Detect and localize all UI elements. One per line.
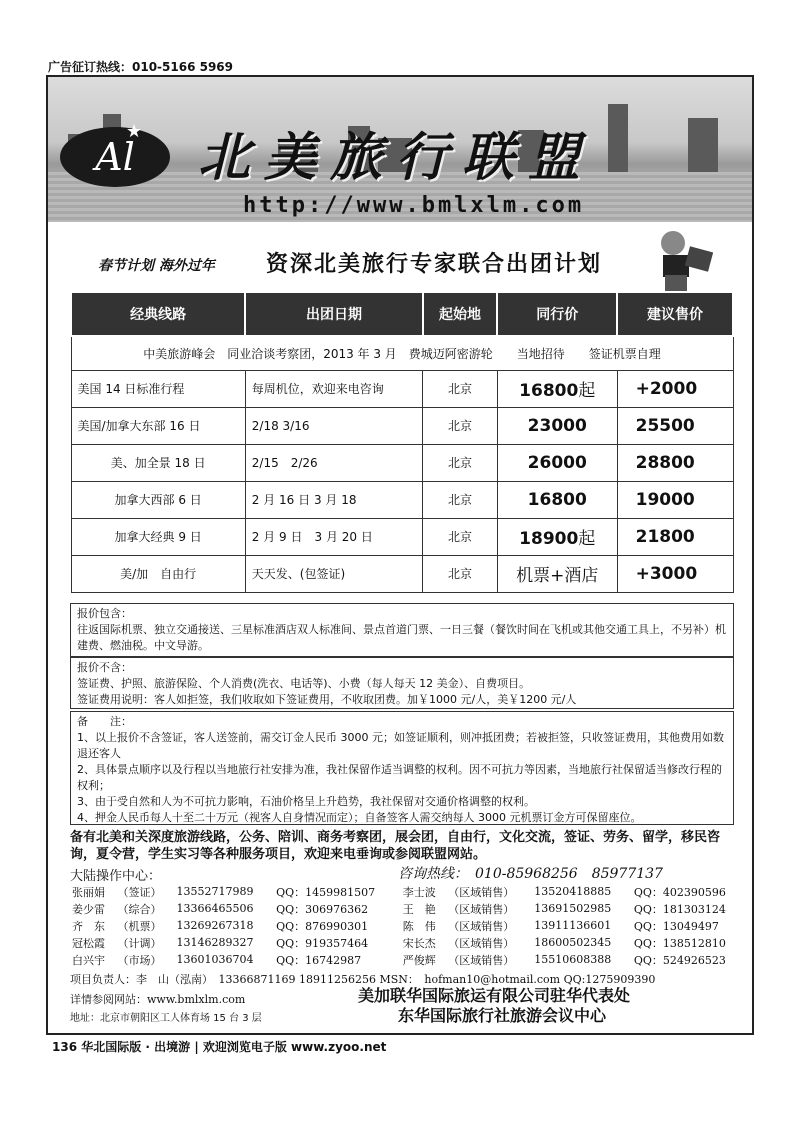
contact-cell: （区域销售）: [448, 885, 515, 899]
from: 北京: [423, 518, 498, 555]
table-row: [70, 900, 750, 917]
from: 北京: [423, 370, 498, 407]
office-name-2: 东华国际旅行社旅游会议中心: [398, 1006, 607, 1025]
office-name-1: 美加联华国际旅运有限公司驻华代表处: [358, 986, 631, 1005]
contact-cell: QQ：181303124: [633, 902, 726, 916]
excludes-line1: 签证费、护照、旅游保险、个人消费(洗衣、电话等)、小费（每人每天 12 美金）、自费项目。: [77, 677, 531, 690]
brand-url: http://www.bmlxlm.com: [243, 193, 585, 218]
project-lead: 项目负责人：李 山（泓南） 13366871169 18911256256 MSN： hofman10@hotmail.com QQ:1275909390: [70, 973, 656, 986]
price: 机票+酒店: [497, 555, 617, 592]
price: 16800起: [497, 370, 617, 407]
contact-cell: （计调）: [117, 936, 162, 950]
lantern-decoration-icon: [643, 225, 723, 295]
contact-cell: QQ：306976362: [276, 902, 369, 916]
from: 北京: [423, 444, 498, 481]
excludes-line2: 签证费用说明：客人如拒签，我们收取如下签证费用，不收取团费。加￥1000 元/人，美￥1200 元/人: [77, 693, 577, 706]
services-text: 备有北美和关深度旅游线路，公务、陪训、商务考察团，展会团，自由行，文化交流，签证、劳务、留学，移民咨询，夏令营，学生实习等各种服务项目，欢迎来电垂询或参阅联盟网站。: [70, 830, 721, 862]
contact-cell: （综合）: [117, 902, 162, 916]
page-footer: 136 华北国际版 · 出境游 | 欢迎浏览电子版 www.zyoo.net: [52, 1040, 387, 1054]
contact-cell: 王 艳: [402, 902, 436, 916]
table-row: [71, 481, 733, 518]
table-row: [71, 444, 733, 481]
sale: 21800: [617, 518, 733, 555]
contact-cell: QQ：1459981507: [276, 885, 376, 899]
excludes-box: [70, 657, 734, 709]
contact-cell: 13366465506: [176, 902, 254, 915]
table-note: 中美旅游峰会 同业洽谈考察团，2013 年 3 月 费城迈阿密游轮 当地招待 签证机票自理: [71, 336, 733, 370]
contact-cell: 陈 伟: [402, 919, 436, 933]
contact-cell: 18600502345: [534, 936, 612, 949]
contact-cell: 李士波: [402, 885, 436, 899]
contact-cell: 姜少雷: [72, 902, 105, 916]
table-row: [71, 407, 733, 444]
remarks-box: [70, 711, 734, 825]
sale: 28800: [617, 444, 733, 481]
route: 美国/加拿大东部 16 日: [71, 407, 245, 444]
date: 2 月 16 日 3 月 18: [245, 481, 422, 518]
contact-cell: 齐 东: [72, 919, 105, 933]
route: 美国 14 日标准行程: [71, 370, 245, 407]
date: 2/15 2/26: [245, 444, 422, 481]
contact-cell: 13146289327: [176, 936, 254, 949]
ad-hotline: 广告征订热线：010-5166 5969: [48, 60, 234, 74]
col-route: 经典线路: [71, 292, 245, 336]
remark-item: 2、具体景点顺序以及行程以当地旅行社安排为准，我社保留作适当调整的权利。因不可抗力等因素，当地旅行社保留适当修改行程的权利；: [77, 763, 722, 792]
route: 加拿大经典 9 日: [71, 518, 245, 555]
contact-cell: 13691502985: [534, 902, 612, 915]
table-row: [71, 370, 733, 407]
route: 美、加全景 18 日: [71, 444, 245, 481]
date: 每周机位，欢迎来电咨询: [245, 370, 422, 407]
table-header: [71, 292, 733, 336]
col-date: 出团日期: [245, 292, 422, 336]
route: 加拿大西部 6 日: [71, 481, 245, 518]
contact-cell: （市场）: [117, 953, 162, 967]
contact-cell: 13911136601: [534, 919, 612, 932]
contact-table: [70, 883, 750, 968]
table-row: [70, 883, 750, 900]
remarks-title: 备 注：: [77, 715, 132, 728]
ops-hotline: 咨询热线： 010-85968256 85977137: [398, 866, 663, 882]
table-row: [70, 934, 750, 951]
date: 天天发、(包签证): [245, 555, 422, 592]
sale: 19000: [617, 481, 733, 518]
from: 北京: [423, 481, 498, 518]
from: 北京: [423, 407, 498, 444]
address: 地址：北京市朝阳区工人体育场 15 台 3 层: [70, 1013, 262, 1024]
price: 18900起: [497, 518, 617, 555]
sale: +2000: [617, 370, 733, 407]
table-note-row: [71, 336, 733, 370]
subtitle: [98, 247, 658, 277]
contact-cell: 严俊辉: [402, 953, 436, 967]
contact-cell: 13269267318: [176, 919, 254, 932]
page-frame: [46, 75, 754, 1035]
contact-cell: 张丽娟: [72, 885, 105, 899]
brand-logo: Al: [60, 127, 170, 187]
price: 26000: [497, 444, 617, 481]
star-icon: ★: [126, 121, 143, 142]
contact-cell: （区域销售）: [448, 902, 515, 916]
ops-center-heading: 大陆操作中心：: [70, 869, 162, 884]
remark-item: 4、押金人民币每人十至二十万元（视客人自身情况而定）；自备签客人需交纳每人 3000 元机票订金方可保留座位。: [77, 811, 642, 824]
contact-cell: 白兴宇: [72, 953, 105, 967]
from: 北京: [423, 555, 498, 592]
col-price: 同行价: [497, 292, 617, 336]
remark-item: 1、以上报价不含签证，客人送签前，需交订金人民币 3000 元；如签证顺利，则冲抵团费；若被拒签，只收签证费用，其他费用如数退还客人: [77, 731, 724, 760]
subtitle-slogan: 春节计划 海外过年: [98, 258, 215, 274]
contact-cell: QQ：16742987: [276, 953, 362, 967]
table-row: [70, 951, 750, 968]
contact-cell: QQ：138512810: [633, 936, 726, 950]
subtitle-main: 资深北美旅行专家联合出团计划: [266, 251, 603, 277]
remark-item: 3、由于受自然和人为不可抗力影响，石油价格呈上升趋势，我社保留对交通价格调整的权利。: [77, 795, 535, 808]
date: 2 月 9 日 3 月 20 日: [245, 518, 422, 555]
contact-cell: （区域销售）: [448, 919, 515, 933]
col-sale: 建议售价: [617, 292, 733, 336]
contact-cell: （区域销售）: [448, 953, 515, 967]
brand-title: 北美旅行联盟: [198, 127, 595, 188]
sale: 25500: [617, 407, 733, 444]
date: 2/18 3/16: [245, 407, 422, 444]
table-row: [71, 518, 733, 555]
table-row: [71, 555, 733, 592]
contact-cell: （签证）: [117, 885, 162, 899]
contact-cell: 13520418885: [534, 885, 612, 898]
price: 16800: [497, 481, 617, 518]
includes-title: 报价包含：: [77, 607, 132, 620]
contact-cell: 13601036704: [176, 953, 254, 966]
contact-cell: 13552717989: [176, 885, 254, 898]
includes-text: 往返国际机票、独立交通接送、三星标准酒店双人标准间、景点首道门票、一日三餐（餐饮时间在飞机或其他交通工具上，不另补）机建费、燃油税。中文导游。: [77, 623, 726, 652]
header-banner: [48, 77, 752, 222]
col-from: 起始地: [423, 292, 498, 336]
contact-cell: 宋长杰: [402, 936, 436, 950]
table-row: [70, 917, 750, 934]
contact-cell: QQ：13049497: [633, 919, 719, 933]
includes-box: [70, 603, 734, 657]
contact-cell: 15510608388: [534, 953, 612, 966]
tour-table: [70, 291, 734, 593]
excludes-title: 报价不含：: [77, 661, 132, 674]
contact-cell: 冠松霞: [72, 936, 105, 950]
contact-cell: QQ：876990301: [276, 919, 369, 933]
contact-cell: （区域销售）: [448, 936, 515, 950]
price: 23000: [497, 407, 617, 444]
contact-cell: QQ：402390596: [633, 885, 726, 899]
website[interactable]: 详情参阅网站：www.bmlxlm.com: [70, 993, 246, 1006]
sale: +3000: [617, 555, 733, 592]
contact-cell: QQ：919357464: [276, 936, 369, 950]
route: 美/加 自由行: [71, 555, 245, 592]
contact-cell: （机票）: [117, 919, 162, 933]
contact-cell: QQ：524926523: [633, 953, 726, 967]
